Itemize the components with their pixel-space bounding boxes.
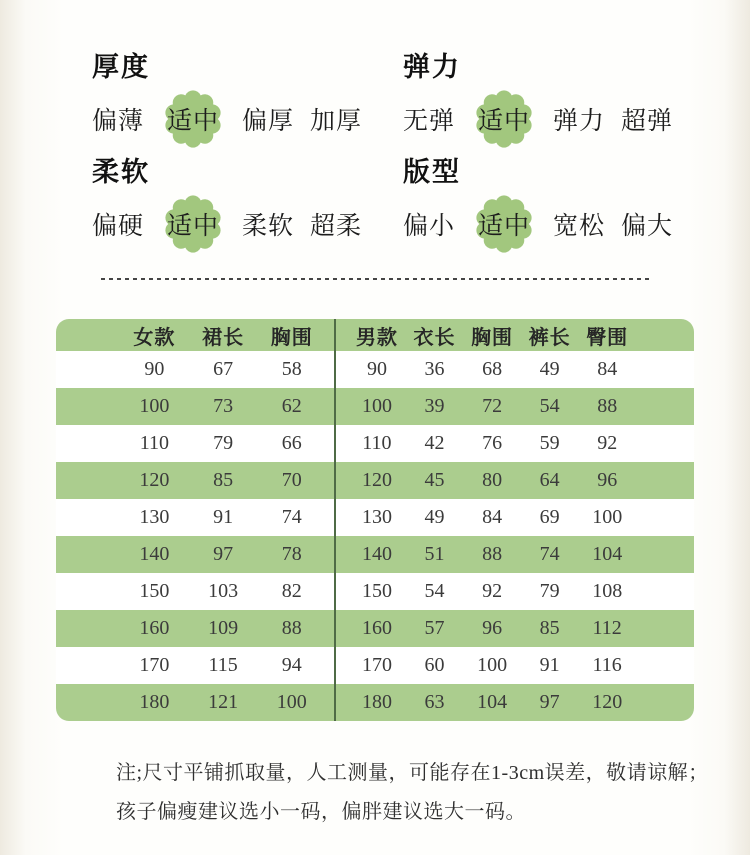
size-cell: 96 bbox=[597, 469, 618, 491]
size-cell: 64 bbox=[539, 469, 560, 491]
selected-option-badge bbox=[160, 88, 226, 150]
size-cell: 92 bbox=[597, 432, 618, 454]
size-row bbox=[56, 351, 694, 388]
size-row-left bbox=[56, 536, 334, 573]
option-label: 偏硬 bbox=[92, 213, 145, 240]
option-label: 柔软 bbox=[242, 213, 295, 240]
size-row-left bbox=[56, 425, 334, 462]
size-cell: 110 bbox=[139, 432, 169, 454]
size-cell: 170 bbox=[361, 654, 392, 676]
size-row-right bbox=[334, 499, 694, 536]
size-row bbox=[56, 319, 694, 351]
size-cell: 84 bbox=[482, 506, 503, 528]
size-cell: 110 bbox=[362, 432, 392, 454]
size-cell: 100 bbox=[361, 395, 392, 417]
selected-option-badge bbox=[471, 193, 537, 255]
size-cell: 109 bbox=[208, 617, 239, 639]
size-cell: 150 bbox=[361, 580, 392, 602]
size-cell: 112 bbox=[592, 617, 622, 639]
size-row-left bbox=[56, 647, 334, 684]
size-cell: 170 bbox=[139, 654, 170, 676]
attribute-options-softness bbox=[92, 193, 403, 255]
attribute-options-thickness bbox=[92, 88, 403, 150]
attribute-group-fit bbox=[403, 157, 750, 255]
option-label-selected: 适中 bbox=[167, 108, 220, 135]
size-cell: 63 bbox=[424, 691, 445, 713]
size-cell: 120 bbox=[592, 691, 623, 713]
size-row-right bbox=[334, 684, 694, 721]
size-cell: 100 bbox=[592, 506, 623, 528]
option-label-selected: 适中 bbox=[478, 108, 531, 135]
size-row-left bbox=[56, 610, 334, 647]
size-cell: 85 bbox=[539, 617, 560, 639]
size-header-cell: 胸围 bbox=[270, 326, 313, 349]
size-row-right bbox=[334, 610, 694, 647]
size-row-left bbox=[56, 351, 334, 388]
size-cell: 97 bbox=[539, 691, 560, 713]
size-cell: 160 bbox=[139, 617, 170, 639]
size-row bbox=[56, 462, 694, 499]
size-cell: 121 bbox=[208, 691, 239, 713]
size-cell: 180 bbox=[361, 691, 392, 713]
size-cell: 90 bbox=[366, 358, 387, 380]
size-cell: 73 bbox=[213, 395, 234, 417]
size-row-right bbox=[334, 647, 694, 684]
attribute-title-fit: 版型 bbox=[403, 157, 461, 187]
size-cell: 97 bbox=[213, 543, 234, 565]
size-row-left bbox=[56, 388, 334, 425]
size-cell: 103 bbox=[208, 580, 239, 602]
size-cell: 79 bbox=[213, 432, 234, 454]
size-cell: 88 bbox=[281, 617, 302, 639]
option-label: 弹力 bbox=[553, 108, 606, 135]
option-label: 宽松 bbox=[553, 213, 606, 240]
size-row bbox=[56, 425, 694, 462]
size-cell: 59 bbox=[539, 432, 560, 454]
size-cell: 80 bbox=[482, 469, 503, 491]
size-cell: 76 bbox=[482, 432, 503, 454]
size-cell: 60 bbox=[424, 654, 445, 676]
size-cell: 140 bbox=[139, 543, 170, 565]
size-row bbox=[56, 536, 694, 573]
size-cell: 88 bbox=[597, 395, 618, 417]
size-cell: 62 bbox=[281, 395, 302, 417]
size-row bbox=[56, 647, 694, 684]
size-cell: 69 bbox=[539, 506, 560, 528]
size-cell: 54 bbox=[424, 580, 445, 602]
size-cell: 49 bbox=[424, 506, 445, 528]
size-cell: 45 bbox=[424, 469, 445, 491]
attribute-group-softness bbox=[92, 157, 403, 255]
option-label: 无弹 bbox=[403, 108, 456, 135]
size-cell: 68 bbox=[482, 358, 503, 380]
size-cell: 180 bbox=[139, 691, 170, 713]
note-line-2: 孩子偏瘦建议选小一码，偏胖建议选大一码。 bbox=[116, 801, 526, 823]
size-row-right bbox=[334, 425, 694, 462]
size-cell: 36 bbox=[424, 358, 445, 380]
size-row-right bbox=[334, 319, 694, 351]
size-cell: 74 bbox=[539, 543, 560, 565]
size-row bbox=[56, 388, 694, 425]
option-label: 偏厚 bbox=[242, 108, 295, 135]
size-row-right bbox=[334, 536, 694, 573]
size-cell: 96 bbox=[482, 617, 503, 639]
attribute-title-thickness: 厚度 bbox=[92, 52, 150, 82]
size-cell: 130 bbox=[361, 506, 392, 528]
measurement-note bbox=[116, 754, 750, 832]
size-row-right bbox=[334, 573, 694, 610]
size-cell: 49 bbox=[539, 358, 560, 380]
size-header-cell: 女款 bbox=[133, 326, 176, 349]
size-cell: 72 bbox=[482, 395, 503, 417]
size-row-left bbox=[56, 462, 334, 499]
size-cell: 100 bbox=[276, 691, 307, 713]
size-cell: 42 bbox=[424, 432, 445, 454]
attribute-options-fit bbox=[403, 193, 750, 255]
size-cell: 108 bbox=[592, 580, 623, 602]
size-cell: 82 bbox=[281, 580, 302, 602]
size-header-cell: 臀围 bbox=[586, 326, 629, 349]
option-label: 偏薄 bbox=[92, 108, 145, 135]
size-row-right bbox=[334, 462, 694, 499]
size-cell: 88 bbox=[482, 543, 503, 565]
size-cell: 92 bbox=[482, 580, 503, 602]
size-cell: 51 bbox=[424, 543, 445, 565]
size-cell: 84 bbox=[597, 358, 618, 380]
size-header-cell: 裤长 bbox=[528, 326, 571, 349]
size-cell: 74 bbox=[281, 506, 302, 528]
size-cell: 116 bbox=[592, 654, 622, 676]
size-cell: 78 bbox=[281, 543, 302, 565]
size-header-cell: 裙长 bbox=[202, 326, 245, 349]
option-label: 偏小 bbox=[403, 213, 456, 240]
attribute-group-thickness bbox=[92, 52, 403, 150]
option-label-selected: 适中 bbox=[167, 213, 220, 240]
attribute-title-softness: 柔软 bbox=[92, 157, 150, 187]
size-row bbox=[56, 573, 694, 610]
size-row-left bbox=[56, 684, 334, 721]
size-row bbox=[56, 610, 694, 647]
selected-option-badge bbox=[471, 88, 537, 150]
size-cell: 85 bbox=[213, 469, 234, 491]
option-label: 超柔 bbox=[310, 213, 363, 240]
size-cell: 58 bbox=[281, 358, 302, 380]
size-cell: 100 bbox=[477, 654, 508, 676]
attribute-title-elasticity: 弹力 bbox=[403, 52, 461, 82]
size-row-left bbox=[56, 499, 334, 536]
size-row-left bbox=[56, 319, 334, 351]
size-cell: 120 bbox=[361, 469, 392, 491]
size-cell: 94 bbox=[281, 654, 302, 676]
size-cell: 67 bbox=[213, 358, 234, 380]
size-cell: 39 bbox=[424, 395, 445, 417]
size-cell: 150 bbox=[139, 580, 170, 602]
size-header-cell: 衣长 bbox=[413, 326, 456, 349]
option-label: 加厚 bbox=[310, 108, 363, 135]
size-cell: 104 bbox=[477, 691, 508, 713]
size-table bbox=[56, 319, 694, 721]
attribute-group-elasticity bbox=[403, 52, 750, 150]
size-header-cell: 男款 bbox=[355, 326, 398, 349]
size-header-cell: 胸围 bbox=[471, 326, 514, 349]
size-cell: 66 bbox=[281, 432, 302, 454]
size-row-right bbox=[334, 351, 694, 388]
size-cell: 70 bbox=[281, 469, 302, 491]
option-label: 偏大 bbox=[621, 213, 674, 240]
size-cell: 115 bbox=[208, 654, 238, 676]
size-cell: 140 bbox=[361, 543, 392, 565]
size-row-right bbox=[334, 388, 694, 425]
size-row-left bbox=[56, 573, 334, 610]
option-label-selected: 适中 bbox=[478, 213, 531, 240]
size-cell: 91 bbox=[213, 506, 234, 528]
selected-option-badge bbox=[160, 193, 226, 255]
option-label: 超弹 bbox=[621, 108, 674, 135]
size-cell: 79 bbox=[539, 580, 560, 602]
note-line-1: 注;尺寸平铺抓取量，人工测量，可能存在1-3cm误差，敬请谅解； bbox=[116, 762, 709, 784]
size-cell: 57 bbox=[424, 617, 445, 639]
size-cell: 104 bbox=[592, 543, 623, 565]
attribute-options-elasticity bbox=[403, 88, 750, 150]
size-cell: 90 bbox=[144, 358, 165, 380]
size-cell: 160 bbox=[361, 617, 392, 639]
size-cell: 130 bbox=[139, 506, 170, 528]
dotted-divider bbox=[101, 278, 649, 280]
size-cell: 91 bbox=[539, 654, 560, 676]
size-row bbox=[56, 499, 694, 536]
size-cell: 54 bbox=[539, 395, 560, 417]
attributes-section bbox=[0, 0, 750, 262]
size-cell: 120 bbox=[139, 469, 170, 491]
size-row bbox=[56, 684, 694, 721]
size-cell: 100 bbox=[139, 395, 170, 417]
